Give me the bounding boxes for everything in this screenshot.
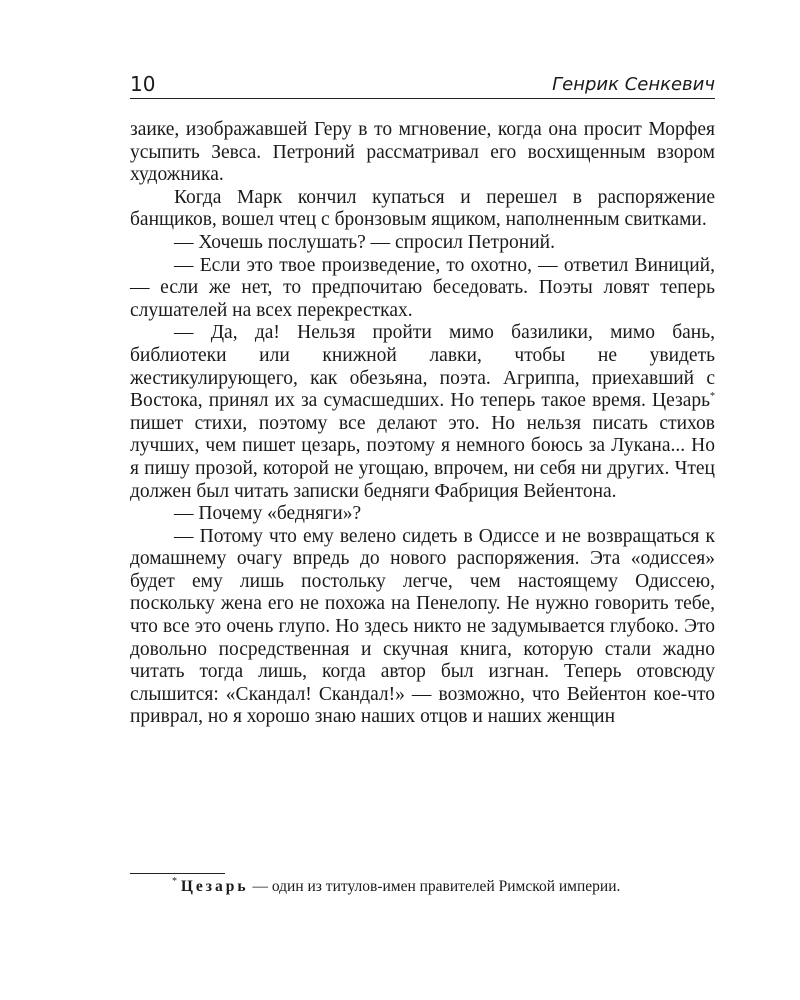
- paragraph: [130, 322, 715, 503]
- running-title: Генрик Сенкевич: [552, 74, 715, 95]
- footnote-marker: *: [710, 391, 715, 403]
- paragraph-part: — Да, да! Нельзя пройти мимо базилики, мимо бань, библиотеки или книжной лавки, чтобы не увидеть жестикулирующего, как обезьяна, поэта. Агриппа, приехавший с Востока, принял их за сумасшедших. Но теперь такое время. Цезарь: [130, 322, 715, 412]
- footnote-term: Цезарь: [180, 878, 249, 895]
- page-number: 10: [130, 72, 156, 96]
- paragraph: — Если это твое произведение, то охотно, — ответил Виниций, — если же нет, то предпочитаю беседовать. Поэты ловят теперь слушателей на всех перекрестках.: [130, 254, 715, 321]
- paragraph: — Почему «бедняги»?: [174, 503, 362, 525]
- footnote-marker: *: [172, 876, 177, 887]
- paragraph: — Потому что ему велено сидеть в Одиссе и не возвращаться к домашнему очагу впредь до нового распоряжения. Эта «одиссея» будет ему лишь постольку легче, чем настоящему Одиссею, поскольку жена его не похожа на Пенелопу. Не нужно говорить тебе, что все это очень глупо. Но здесь никто не задумывается глубоко. Это довольно посредственная и скучная книга, которую стали жадно читать тогда лишь, когда автор был изгнан. Теперь отовсюду слышится: «Скандал! Скандал!» — возможно, что Вейентон кое-что приврал, но я хорошо знаю наших отцов и наших женщин: [130, 525, 715, 728]
- footnote-text: — один из титулов-имен правителей Римской империи.: [248, 878, 621, 895]
- paragraph-part: пишет стихи, поэтому все делают это. Но нельзя писать стихов лучших, чем пишет цезарь, поэтому я немного боюсь за Лукана... Но я пишу прозой, которой не угощаю, впрочем, ни себя ни других. Чтец должен был читать записки бедняги Фабриция Вейентона.: [130, 412, 715, 502]
- running-header: [130, 70, 715, 100]
- header-rule: [130, 98, 715, 99]
- paragraph: — Хочешь послушать? — спросил Петроний.: [174, 231, 555, 253]
- body-text: [130, 119, 715, 729]
- footnote-rule: [130, 873, 225, 874]
- footnote: [130, 877, 715, 897]
- paragraph: Когда Марк кончил купаться и перешел в распоряжение банщиков, вошел чтец с бронзовым ящиком, наполненным свитками.: [130, 186, 715, 231]
- paragraph: заике, изображавшей Геру в то мгновение, когда она просит Морфея усыпить Зевса. Петроний рассматривал его восхищенным взором художника.: [130, 119, 715, 186]
